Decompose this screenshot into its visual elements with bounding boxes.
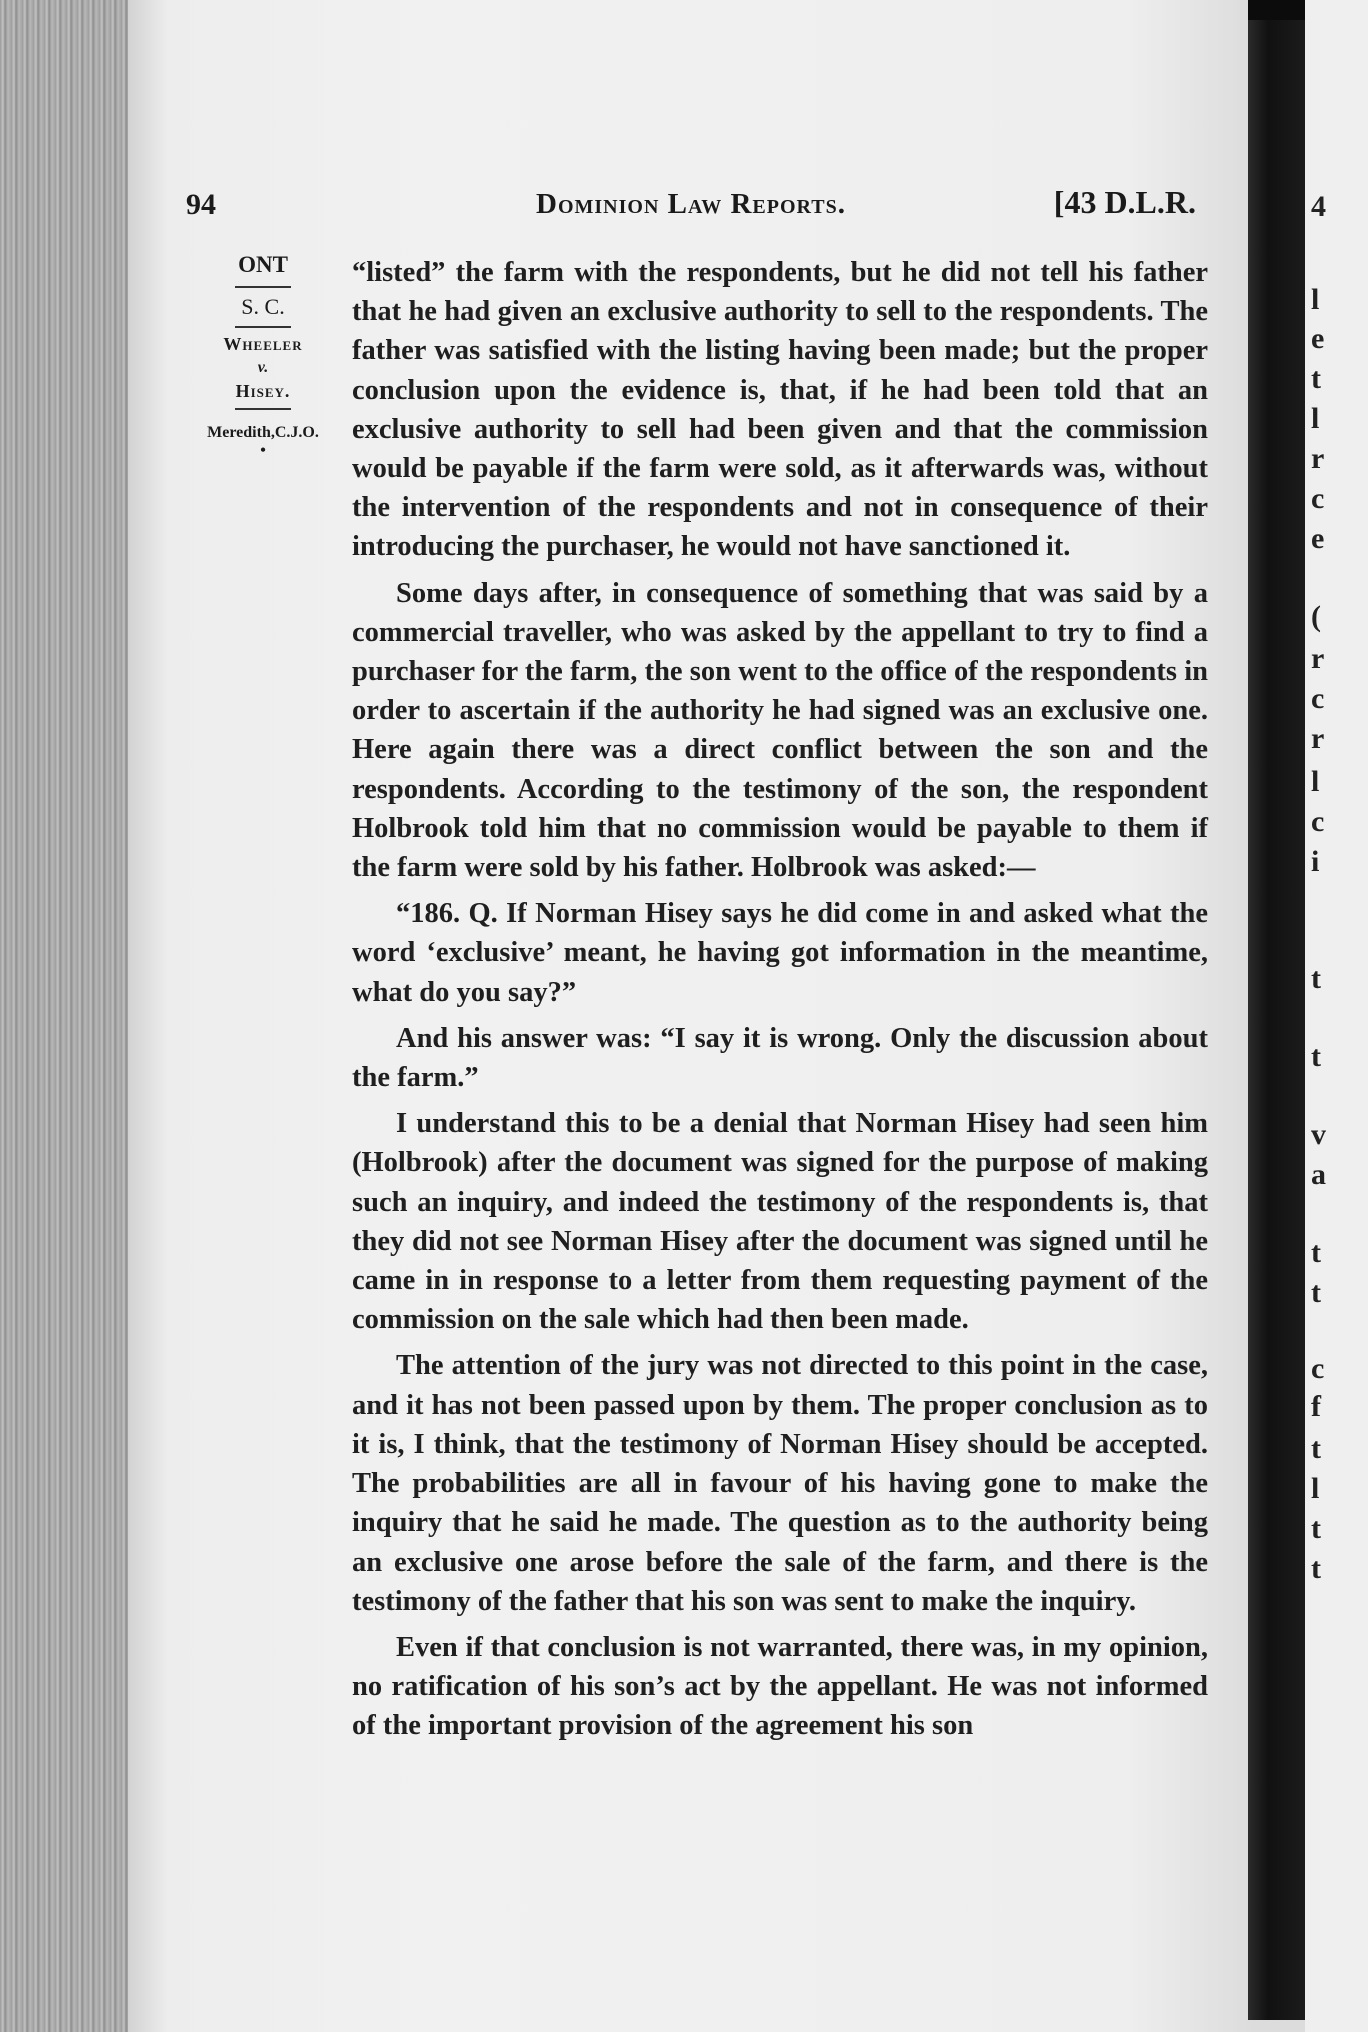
margin-divider: [235, 286, 291, 288]
page-number: 94: [186, 188, 216, 221]
margin-versus: v.: [257, 359, 269, 376]
facing-page-fragment: t: [1311, 1552, 1321, 1585]
facing-page-fragment: v: [1311, 1118, 1326, 1151]
paragraph: The attention of the jury was not directed to this point in the case, and it has not been passed upon by them. The proper conclusion as to it is, I think, that the testimony of Norman Hisey should be accepted. The probabilities are all in favour of his having gone to make the inquiry that he said he made. The question as to the authority being an exclusive one arose before the sale of the farm, and there is the testimony of the father that his son was sent to make the inquiry.: [352, 1350, 1208, 1617]
facing-page-fragment: (: [1311, 600, 1321, 633]
margin-judge: Meredith,C.J.O.: [207, 424, 319, 441]
facing-page-fragment: e: [1311, 322, 1325, 355]
paragraph: “listed” the farm with the respondents, but he did not tell his father that he had given an exclusive authority to sell to the respondents. The father was satisfied with the listing having been made; but the proper conclusion upon the evidence is, that, if he had been told that an exclusive authority to sell had been given and that the commission would be payable if the farm were sold, as it afterwards was, without the intervention of the respondents and not in consequence of their introducing the purchaser, he would not have sanctioned it.: [352, 257, 1208, 563]
page-header: [186, 180, 1196, 230]
page-edge-stack: [0, 0, 130, 2032]
margin-court: ONT: [238, 252, 288, 277]
facing-page-fragment: r: [1311, 642, 1325, 675]
facing-page-fragment: t: [1311, 1276, 1321, 1309]
paragraph: I understand this to be a denial that Norman Hisey had seen him (Holbrook) after the document was signed for the purpose of making such an inquiry, and indeed the testimony of the respondents is, that they did not see Norman Hisey after the document was signed until he came in in response to a letter from them requesting payment of the commission on the sale which had then been made.: [352, 1108, 1208, 1336]
facing-page-fragment: c: [1311, 805, 1325, 838]
book-gutter: [1248, 20, 1308, 2020]
margin-divider: [235, 326, 291, 328]
paragraph: “186. Q. If Norman Hisey says he did come in and asked what the word ‘exclusive’ meant, he having got information in the meantime, what do you say?”: [352, 898, 1208, 1008]
facing-page-fragment: c: [1311, 1352, 1325, 1385]
paragraph: And his answer was: “I say it is wrong. Only the discussion about the farm.”: [352, 1022, 1208, 1094]
facing-page-fragment: i: [1311, 845, 1320, 878]
facing-page-fragment: t: [1311, 1432, 1321, 1465]
volume-reference: [43 D.L.R.: [1053, 184, 1196, 220]
facing-page-fragment: a: [1311, 1158, 1326, 1191]
facing-page-fragment: r: [1311, 442, 1325, 475]
facing-page-fragment: t: [1311, 362, 1321, 395]
facing-page-fragment: l: [1311, 402, 1320, 435]
paragraph: Some days after, in consequence of something that was said by a commercial traveller, who was asked by the appellant to try to find a purchaser for the farm, the son went to the office of the respondents in order to ascertain if the authority he had signed was an exclusive one. Here again there was a direct conflict between the son and the respondents. According to the testimony of the son, the respondent Holbrook told him that no commission would be payable to them if the farm were sold by his father. Holbrook was asked:—: [352, 577, 1208, 884]
facing-page-fragment: t: [1311, 1236, 1321, 1269]
margin-notes: [178, 252, 348, 460]
margin-division: S. C.: [241, 294, 285, 319]
paragraph: Even if that conclusion is not warranted, there was, in my opinion, no ratification of his son’s act by the appellant. He was not informed of the important provision of the agreement his son: [352, 1631, 1208, 1742]
facing-page-fragment: 4: [1311, 190, 1326, 223]
margin-mark: •: [260, 442, 266, 459]
margin-party-two: Hisey.: [235, 381, 291, 401]
facing-page-edge: [1305, 0, 1368, 2032]
margin-divider: [235, 408, 291, 410]
running-title: Dominion Law Reports.: [536, 188, 846, 220]
facing-page-fragment: c: [1311, 482, 1325, 515]
facing-page-fragment: t: [1311, 1040, 1321, 1073]
facing-page-fragment: f: [1311, 1390, 1321, 1423]
facing-page-fragment: l: [1311, 1472, 1320, 1505]
margin-party-one: Wheeler: [223, 334, 303, 354]
facing-page-fragment: t: [1311, 962, 1321, 995]
facing-page-fragment: l: [1311, 765, 1320, 798]
facing-page-fragment: c: [1311, 682, 1325, 715]
body-text: [352, 253, 1208, 1753]
facing-page-fragment: r: [1311, 722, 1325, 755]
facing-page-fragment: t: [1311, 1512, 1321, 1545]
facing-page-fragment: e: [1311, 522, 1325, 555]
facing-page-fragment: l: [1311, 283, 1320, 316]
